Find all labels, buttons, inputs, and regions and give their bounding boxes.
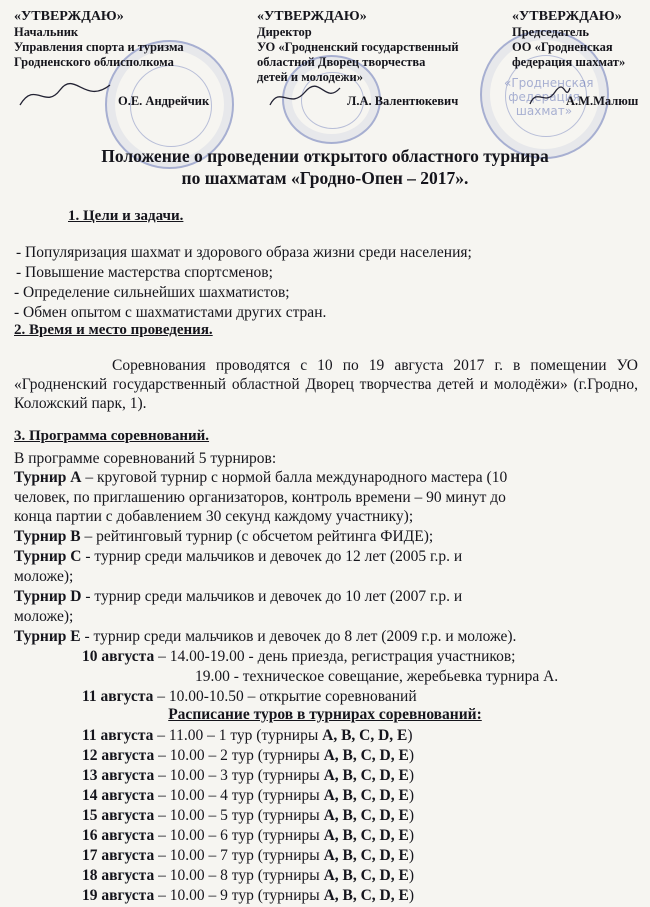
round-row: 13 августа – 10.00 – 3 тур (турниры А, В, С, D, Е) bbox=[82, 767, 414, 784]
approval-signature-2: Л.А. Валентюкевич bbox=[347, 94, 459, 108]
approval-line: Председатель bbox=[512, 25, 590, 39]
stamp-text: «Гродненская федерация шахмат» bbox=[504, 76, 594, 118]
tournament-a-cont: конца партии с добавлением 30 секунд каждому участнику); bbox=[14, 508, 414, 525]
goal-item: - Обмен опытом с шахматистами других стран. bbox=[14, 304, 327, 321]
venue-paragraph: Соревнования проводятся с 10 по 19 августа 2017 г. в помещении УО «Гродненский государственный областной Дворец творчества детей и молодёжи» (г.Гродно, Коложский парк, 1). bbox=[14, 357, 638, 412]
approval-line: областной Дворец творчества bbox=[257, 55, 426, 69]
round-row: 12 августа – 10.00 – 2 тур (турниры А, В, С, D, Е) bbox=[82, 747, 414, 764]
approval-line: ОО «Гродненская bbox=[512, 40, 613, 54]
signature-scribble-1 bbox=[15, 75, 115, 115]
section-3-heading: 3. Программа соревнований. bbox=[14, 428, 210, 444]
approval-block-1 bbox=[14, 8, 244, 70]
program-item: 11 августа – 10.00-10.50 – открытие соревнований bbox=[82, 688, 417, 705]
approval-signature-1: О.Е. Андрейчик bbox=[118, 94, 210, 108]
approval-line: УО «Гродненский государственный bbox=[257, 40, 459, 54]
tournament-e: Турнир Е - турнир среди мальчиков и девочек до 8 лет (2009 г.р. и моложе). bbox=[14, 628, 517, 645]
approval-line: детей и молодежи» bbox=[257, 70, 363, 84]
approval-block-2 bbox=[257, 8, 497, 85]
round-row: 15 августа – 10.00 – 5 тур (турниры А, В, С, D, Е) bbox=[82, 807, 414, 824]
round-row: 17 августа – 10.00 – 7 тур (турниры А, В, С, D, Е) bbox=[82, 847, 414, 864]
round-row: 14 августа – 10.00 – 4 тур (турниры А, В, С, D, Е) bbox=[82, 787, 414, 804]
round-row: 19 августа – 10.00 – 9 тур (турниры А, В, С, D, Е) bbox=[82, 887, 414, 904]
approval-line: Гродненского облисполкома bbox=[14, 55, 174, 69]
round-row: 16 августа – 10.00 – 6 тур (турниры А, В, С, D, Е) bbox=[82, 827, 414, 844]
approval-line: федерация шахмат» bbox=[512, 55, 626, 69]
program-intro: В программе соревнований 5 турниров: bbox=[14, 450, 277, 467]
round-row: 11 августа – 11.00 – 1 тур (турниры А, В, С, D, Е) bbox=[82, 727, 413, 744]
goal-item: - Повышение мастерства спортсменов; bbox=[16, 264, 273, 281]
tournament-d-cont: моложе); bbox=[14, 608, 74, 625]
approval-line: Директор bbox=[257, 25, 312, 39]
approval-line: Управления спорта и туризма bbox=[14, 40, 184, 54]
approval-signature-3: А.М.Малюш bbox=[566, 94, 639, 108]
approval-heading: «УТВЕРЖДАЮ» bbox=[14, 9, 124, 24]
tournament-a-cont: человек, по приглашению организаторов, контроль времени – 90 минут до bbox=[14, 489, 506, 506]
schedule-heading: Расписание туров в турнирах соревнований: bbox=[168, 706, 482, 723]
goal-item: - Определение сильнейших шахматистов; bbox=[14, 284, 290, 301]
document-title-line-2: по шахматам «Гродно-Опен – 2017». bbox=[181, 168, 469, 188]
tournament-c-cont: моложе); bbox=[14, 568, 74, 585]
tournament-c: Турнир С - турнир среди мальчиков и девочек до 12 лет (2005 г.р. и bbox=[14, 548, 463, 565]
tournament-d: Турнир D - турнир среди мальчиков и девочек до 10 лет (2007 г.р. и bbox=[14, 588, 463, 605]
approval-heading: «УТВЕРЖДАЮ» bbox=[512, 9, 622, 24]
tournament-a: Турнир А – круговой турнир с нормой балла международного мастера (10 bbox=[14, 469, 508, 486]
document-title-line-1: Положение о проведении открытого областного турнира bbox=[101, 146, 549, 166]
round-row: 18 августа – 10.00 – 8 тур (турниры А, В, С, D, Е) bbox=[82, 867, 414, 884]
approval-block-3 bbox=[512, 8, 647, 70]
section-2-heading: 2. Время и место проведения. bbox=[14, 322, 213, 338]
section-1-heading: 1. Цели и задачи. bbox=[68, 208, 184, 224]
goal-item: - Популяризация шахмат и здорового образа жизни среди населения; bbox=[16, 244, 472, 261]
program-item: 10 августа – 14.00-19.00 - день приезда, регистрация участников; bbox=[82, 648, 516, 665]
tournament-b: Турнир В – рейтинговый турнир (с обсчетом рейтинга ФИДЕ); bbox=[14, 528, 434, 545]
approval-heading: «УТВЕРЖДАЮ» bbox=[257, 9, 367, 24]
program-item: 19.00 - техническое совещание, жеребьевка турнира А. bbox=[195, 668, 559, 685]
signature-scribble-2 bbox=[265, 80, 345, 115]
approval-line: Начальник bbox=[14, 25, 79, 39]
